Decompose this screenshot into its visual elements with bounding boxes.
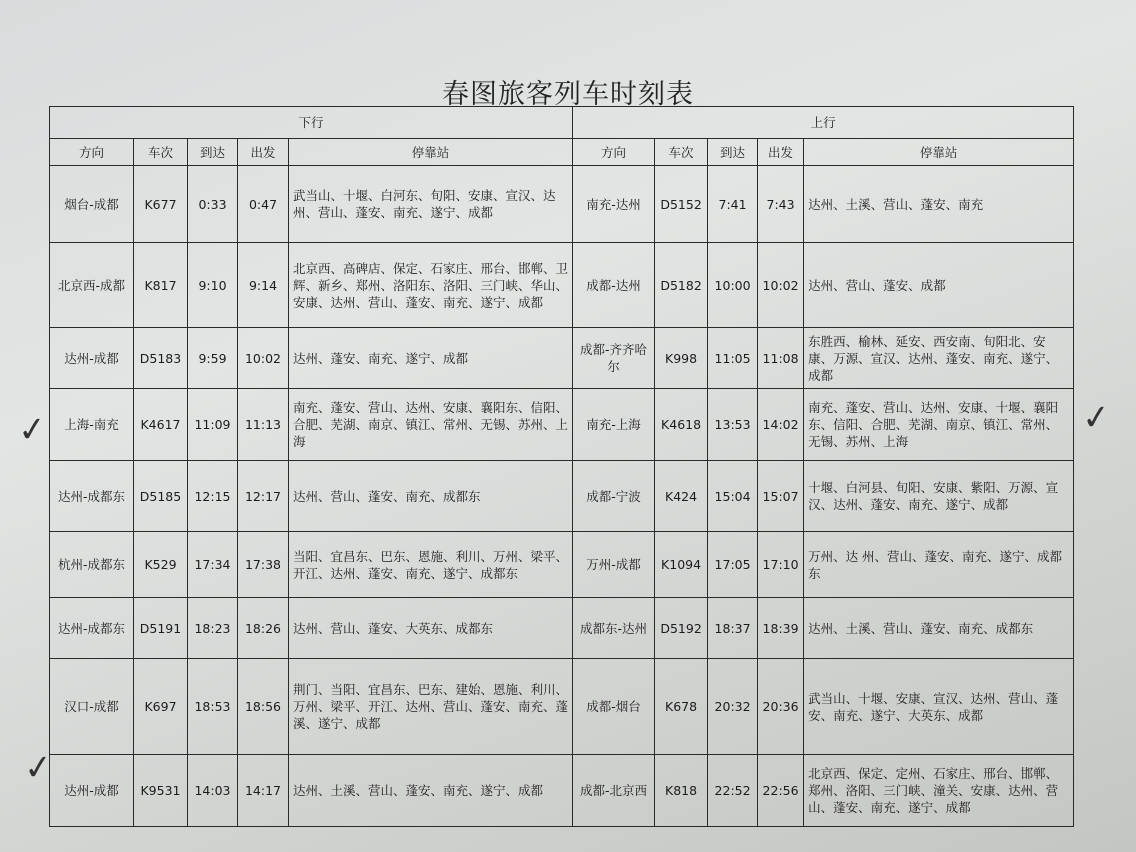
up-direction-cell: 成都-达州 (573, 243, 655, 328)
section-header-row (50, 107, 1074, 139)
up-train-cell: D5192 (655, 598, 708, 659)
col-depart-down: 出发 (238, 139, 289, 166)
down-train-cell: D5185 (134, 461, 188, 532)
up-direction-cell: 成都-齐齐哈尔 (573, 328, 655, 389)
down-depart-cell: 18:56 (238, 659, 289, 755)
down-direction-cell: 北京西-成都 (50, 243, 134, 328)
up-depart-cell: 10:02 (758, 243, 804, 328)
down-direction-cell: 达州-成都东 (50, 598, 134, 659)
up-arrive-cell: 11:05 (708, 328, 758, 389)
down-stops-cell: 达州、蓬安、南充、遂宁、成都 (289, 328, 573, 389)
up-depart-cell: 20:36 (758, 659, 804, 755)
down-train-cell: D5183 (134, 328, 188, 389)
down-train-cell: K4617 (134, 389, 188, 461)
down-depart-cell: 12:17 (238, 461, 289, 532)
up-train-cell: D5182 (655, 243, 708, 328)
up-stops-cell: 达州、土溪、营山、蓬安、南充、成都东 (804, 598, 1074, 659)
down-depart-cell: 14:17 (238, 755, 289, 827)
up-arrive-cell: 15:04 (708, 461, 758, 532)
up-stops-cell: 南充、蓬安、营山、达州、安康、十堰、襄阳东、信阳、合肥、芜湖、南京、镇江、常州、无锡、苏州、上海 (804, 389, 1074, 461)
up-arrive-cell: 22:52 (708, 755, 758, 827)
down-depart-cell: 0:47 (238, 166, 289, 243)
down-depart-cell: 10:02 (238, 328, 289, 389)
down-train-cell: K817 (134, 243, 188, 328)
table-row (50, 389, 1074, 461)
up-stops-cell: 万州、达 州、营山、蓬安、南充、遂宁、成都东 (804, 532, 1074, 598)
up-arrive-cell: 7:41 (708, 166, 758, 243)
col-direction-up: 方向 (573, 139, 655, 166)
up-depart-cell: 18:39 (758, 598, 804, 659)
section-up-header: 上行 (573, 107, 1074, 139)
down-stops-cell: 达州、营山、蓬安、大英东、成都东 (289, 598, 573, 659)
down-stops-cell: 南充、蓬安、营山、达州、安康、襄阳东、信阳、合肥、芜湖、南京、镇江、常州、无锡、苏州、上海 (289, 389, 573, 461)
up-train-cell: K998 (655, 328, 708, 389)
down-arrive-cell: 14:03 (188, 755, 238, 827)
down-direction-cell: 达州-成都东 (50, 461, 134, 532)
up-depart-cell: 7:43 (758, 166, 804, 243)
up-direction-cell: 成都东-达州 (573, 598, 655, 659)
up-direction-cell: 成都-北京西 (573, 755, 655, 827)
down-direction-cell: 达州-成都 (50, 328, 134, 389)
section-down-header: 下行 (50, 107, 573, 139)
up-arrive-cell: 18:37 (708, 598, 758, 659)
down-arrive-cell: 9:59 (188, 328, 238, 389)
down-depart-cell: 18:26 (238, 598, 289, 659)
down-train-cell: K529 (134, 532, 188, 598)
down-direction-cell: 达州-成都 (50, 755, 134, 827)
handwritten-check-mark: ✓ (21, 746, 55, 790)
table-row (50, 755, 1074, 827)
col-train-down: 车次 (134, 139, 188, 166)
down-arrive-cell: 18:53 (188, 659, 238, 755)
down-stops-cell: 当阳、宜昌东、巴东、恩施、利川、万州、梁平、开江、达州、蓬安、南充、遂宁、成都东 (289, 532, 573, 598)
up-depart-cell: 14:02 (758, 389, 804, 461)
col-stops-up: 停靠站 (804, 139, 1074, 166)
down-train-cell: K677 (134, 166, 188, 243)
down-train-cell: K9531 (134, 755, 188, 827)
table-row (50, 598, 1074, 659)
up-train-cell: K424 (655, 461, 708, 532)
timetable-body (50, 166, 1074, 827)
down-stops-cell: 达州、营山、蓬安、南充、成都东 (289, 461, 573, 532)
up-stops-cell: 达州、土溪、营山、蓬安、南充 (804, 166, 1074, 243)
down-stops-cell: 武当山、十堰、白河东、旬阳、安康、宣汉、达州、营山、蓬安、南充、遂宁、成都 (289, 166, 573, 243)
down-stops-cell: 达州、土溪、营山、蓬安、南充、遂宁、成都 (289, 755, 573, 827)
down-train-cell: K697 (134, 659, 188, 755)
up-stops-cell: 北京西、保定、定州、石家庄、邢台、邯郸、郑州、洛阳、三门峡、潼关、安康、达州、营山、蓬安、南充、遂宁、成都 (804, 755, 1074, 827)
col-train-up: 车次 (655, 139, 708, 166)
up-depart-cell: 17:10 (758, 532, 804, 598)
col-stops-down: 停靠站 (289, 139, 573, 166)
down-direction-cell: 汉口-成都 (50, 659, 134, 755)
up-stops-cell: 武当山、十堰、安康、宣汉、达州、营山、蓬安、南充、遂宁、大英东、成都 (804, 659, 1074, 755)
up-train-cell: K678 (655, 659, 708, 755)
column-header-row (50, 139, 1074, 166)
down-arrive-cell: 12:15 (188, 461, 238, 532)
down-direction-cell: 烟台-成都 (50, 166, 134, 243)
table-row (50, 532, 1074, 598)
up-depart-cell: 11:08 (758, 328, 804, 389)
up-stops-cell: 十堰、白河县、旬阳、安康、紫阳、万源、宣汉、达州、蓬安、南充、遂宁、成都 (804, 461, 1074, 532)
table-row (50, 659, 1074, 755)
up-stops-cell: 东胜西、榆林、延安、西安南、旬阳北、安康、万源、宣汉、达州、蓬安、南充、遂宁、成都 (804, 328, 1074, 389)
table-row (50, 461, 1074, 532)
up-direction-cell: 成都-宁波 (573, 461, 655, 532)
up-arrive-cell: 20:32 (708, 659, 758, 755)
page-title: 春图旅客列车时刻表 (442, 79, 694, 110)
down-arrive-cell: 0:33 (188, 166, 238, 243)
table-row (50, 328, 1074, 389)
down-arrive-cell: 9:10 (188, 243, 238, 328)
down-arrive-cell: 17:34 (188, 532, 238, 598)
up-depart-cell: 22:56 (758, 755, 804, 827)
down-train-cell: D5191 (134, 598, 188, 659)
down-stops-cell: 荆门、当阳、宜昌东、巴东、建始、恩施、利川、万州、梁平、开江、达州、营山、蓬安、南充、蓬溪、遂宁、成都 (289, 659, 573, 755)
up-arrive-cell: 10:00 (708, 243, 758, 328)
down-arrive-cell: 18:23 (188, 598, 238, 659)
up-depart-cell: 15:07 (758, 461, 804, 532)
col-depart-up: 出发 (758, 139, 804, 166)
down-depart-cell: 17:38 (238, 532, 289, 598)
handwritten-check-mark: ✓ (15, 408, 49, 452)
timetable-table (49, 106, 1074, 827)
up-train-cell: D5152 (655, 166, 708, 243)
up-direction-cell: 万州-成都 (573, 532, 655, 598)
col-arrive-up: 到达 (708, 139, 758, 166)
up-direction-cell: 成都-烟台 (573, 659, 655, 755)
down-stops-cell: 北京西、高碑店、保定、石家庄、邢台、邯郸、卫辉、新乡、郑州、洛阳东、洛阳、三门峡、华山、安康、达州、营山、蓬安、南充、遂宁、成都 (289, 243, 573, 328)
up-arrive-cell: 17:05 (708, 532, 758, 598)
up-train-cell: K818 (655, 755, 708, 827)
down-depart-cell: 9:14 (238, 243, 289, 328)
handwritten-check-mark: ✓ (1079, 396, 1113, 440)
up-direction-cell: 南充-达州 (573, 166, 655, 243)
up-train-cell: K4618 (655, 389, 708, 461)
up-train-cell: K1094 (655, 532, 708, 598)
col-arrive-down: 到达 (188, 139, 238, 166)
up-stops-cell: 达州、营山、蓬安、成都 (804, 243, 1074, 328)
col-direction-down: 方向 (50, 139, 134, 166)
down-direction-cell: 杭州-成都东 (50, 532, 134, 598)
down-arrive-cell: 11:09 (188, 389, 238, 461)
table-row (50, 243, 1074, 328)
down-direction-cell: 上海-南充 (50, 389, 134, 461)
up-arrive-cell: 13:53 (708, 389, 758, 461)
down-depart-cell: 11:13 (238, 389, 289, 461)
up-direction-cell: 南充-上海 (573, 389, 655, 461)
table-row (50, 166, 1074, 243)
